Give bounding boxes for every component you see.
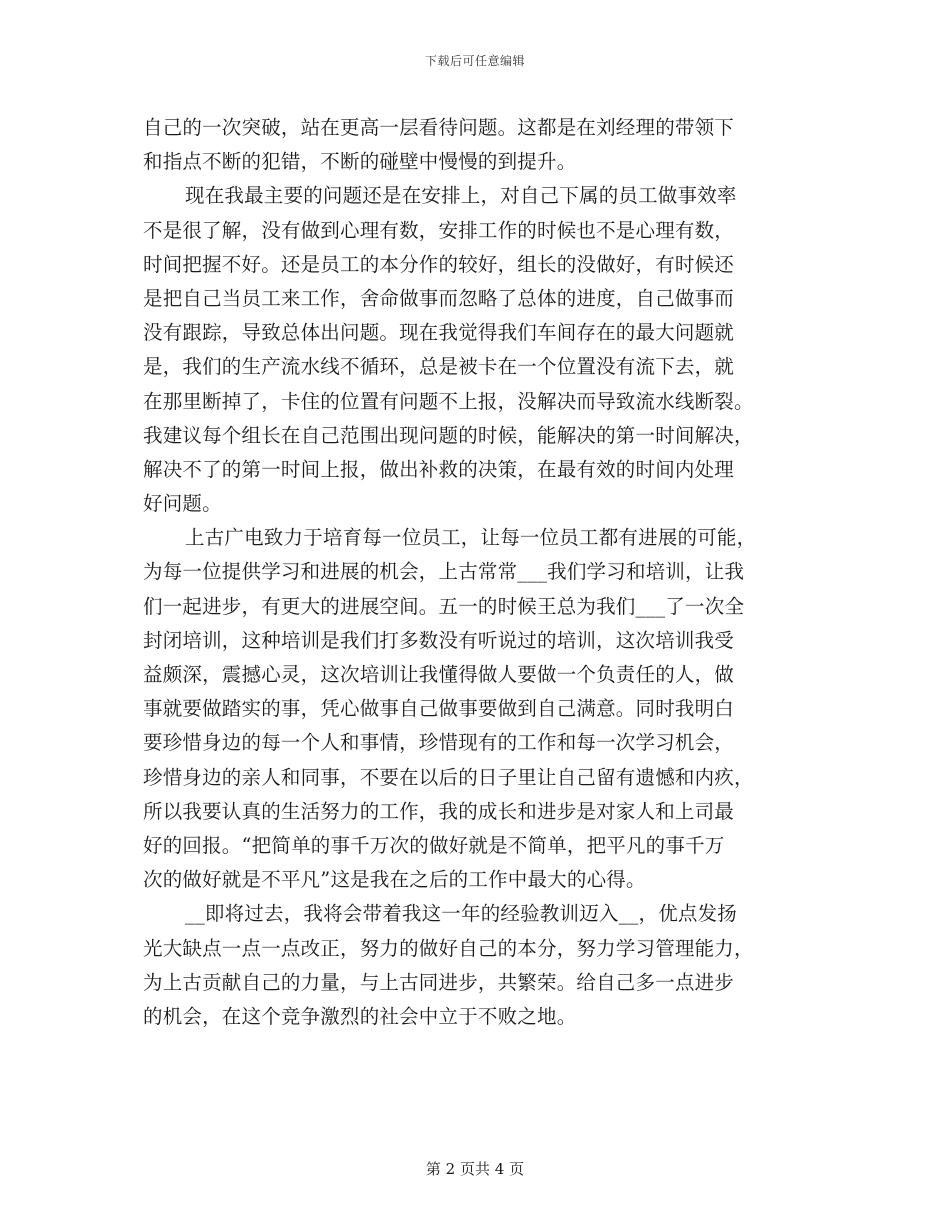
text-line: 不是很了解，没有做到心理有数，安排工作的时候也不是心理有数， bbox=[143, 218, 735, 242]
text-line: 好问题。 bbox=[143, 492, 222, 516]
text-line: 们一起进步，有更大的进展空间。五一的时候王总为我们___了一次全 bbox=[143, 594, 745, 618]
text-line: 为上古贡献自己的力量，与上古同进步，共繁荣。给自己多一点进步 bbox=[143, 970, 735, 994]
text-line: 解决不了的第一时间上报，做出补救的决策，在最有效的时间内处理 bbox=[143, 457, 735, 481]
text-line: 珍惜身边的亲人和同事，不要在以后的日子里让自己留有遗憾和内疚， bbox=[143, 765, 754, 789]
text-line: 封闭培训，这种培训是我们打多数没有听说过的培训，这次培训我受 bbox=[143, 628, 735, 652]
text-line: 是，我们的生产流水线不循环，总是被卡在一个位置没有流下去，就 bbox=[143, 355, 735, 379]
body-text bbox=[143, 111, 811, 1034]
page-header: 下载后可任意编辑 bbox=[424, 54, 525, 68]
text-line: 所以我要认真的生活努力的工作，我的成长和进步是对家人和上司最 bbox=[143, 799, 735, 823]
paragraph-first-line: 上古广电致力于培育每一位员工，让每一位员工都有进展的可能， bbox=[185, 526, 757, 550]
page-footer: 第 2 页共 4 页 bbox=[425, 1160, 525, 1178]
text-line: 自己的一次突破，站在更高一层看待问题。这都是在刘经理的带领下 bbox=[143, 116, 735, 139]
text-line: 为每一位提供学习和进展的机会，上古常常___我们学习和培训，让我 bbox=[143, 560, 745, 584]
text-line: 益颇深，震撼心灵，这次培训让我懂得做人要做一个负责任的人，做 bbox=[143, 663, 735, 686]
text-line: 和指点不断的犯错，不断的碰壁中慢慢的到提升。 bbox=[143, 150, 577, 174]
text-line: 事就要做踏实的事，凭心做事自己做事要做到自己满意。同时我明白 bbox=[143, 697, 735, 721]
text-line: 光大缺点一点一点改正，努力的做好自己的本分，努力学习管理能力， bbox=[143, 936, 754, 960]
text-line: 的机会，在这个竞争激烈的社会中立于不败之地。 bbox=[143, 1004, 577, 1028]
text-line: 在那里断掉了，卡住的位置有问题不上报，没解决而导致流水线断裂。 bbox=[143, 389, 754, 413]
text-line: 时间把握不好。还是员工的本分作的较好，组长的没做好，有时候还 bbox=[143, 252, 735, 276]
paragraph-first-line: 现在我最主要的问题还是在安排上，对自己下属的员工做事效率 bbox=[185, 184, 737, 208]
text-line: 要珍惜身边的每一个人和事情，珍惜现有的工作和每一次学习机会， bbox=[143, 731, 735, 755]
text-line: 次的做好就是不平凡”这是我在之后的工作中最大的心得。 bbox=[143, 868, 646, 892]
text-line: 我建议每个组长在自己范围出现问题的时候，能解决的第一时间解决， bbox=[143, 423, 754, 447]
paragraph-first-line: __即将过去，我将会带着我这一年的经验教训迈入__，优点发扬 bbox=[185, 902, 738, 926]
text-line: 是把自己当员工来工作，舍命做事而忽略了总体的进度，自己做事而 bbox=[143, 286, 735, 310]
text-line: 没有跟踪，导致总体出问题。现在我觉得我们车间存在的最大问题就 bbox=[143, 321, 735, 345]
text-line: 好的回报。“把简单的事千万次的做好就是不简单，把平凡的事千万 bbox=[143, 833, 725, 857]
